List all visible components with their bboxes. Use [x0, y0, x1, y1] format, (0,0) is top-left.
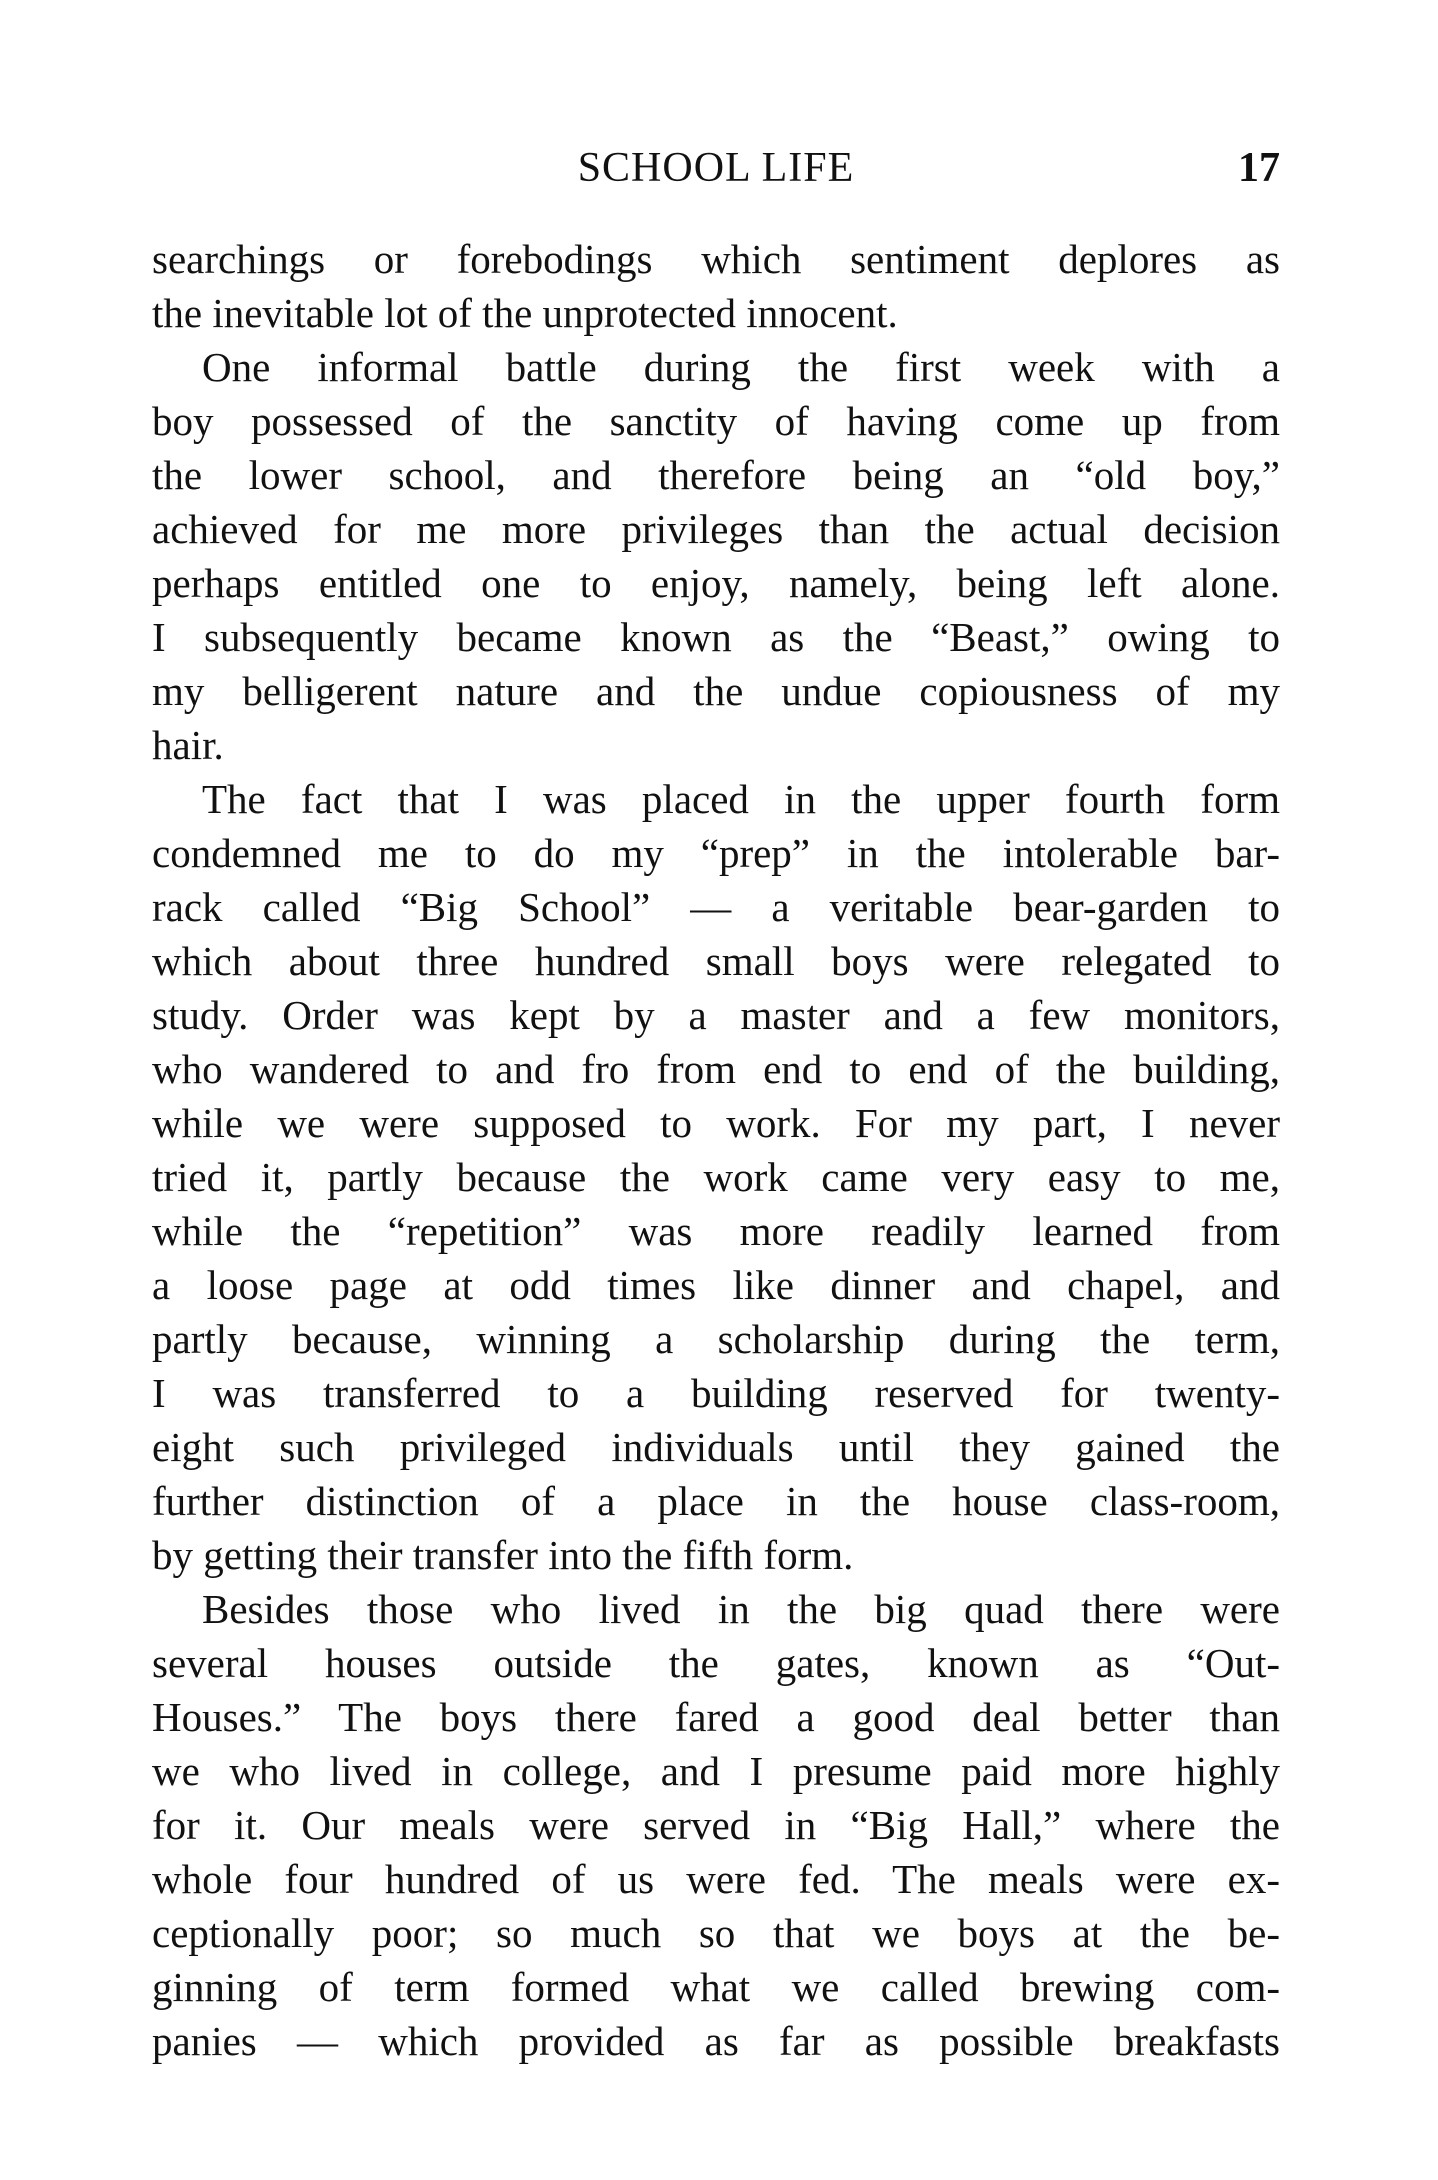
- text-line: whole four hundred of us were fed. The meals were ex-: [152, 1856, 1280, 1902]
- running-head: [152, 140, 1280, 196]
- text-line: further distinction of a place in the house class-room,: [152, 1478, 1280, 1524]
- text-line: partly because, winning a scholarship during the term,: [152, 1316, 1280, 1362]
- text-line: we who lived in college, and I presume paid more highly: [152, 1748, 1280, 1794]
- text-line: perhaps entitled one to enjoy, namely, being left alone.: [152, 560, 1280, 606]
- text-line: study. Order was kept by a master and a few monitors,: [152, 992, 1280, 1038]
- text-line: a loose page at odd times like dinner and chapel, and: [152, 1262, 1280, 1308]
- text-line: Houses.” The boys there fared a good deal better than: [152, 1694, 1280, 1740]
- text-line: my belligerent nature and the undue copiousness of my: [152, 668, 1280, 714]
- text-line: several houses outside the gates, known as “Out-: [152, 1640, 1280, 1686]
- text-line: boy possessed of the sanctity of having come up from: [152, 398, 1280, 444]
- body-text: [152, 232, 1280, 2068]
- text-line: ceptionally poor; so much so that we boys at the be-: [152, 1910, 1280, 1956]
- running-title: SCHOOL LIFE: [577, 145, 855, 191]
- text-line: while we were supposed to work. For my part, I never: [152, 1100, 1280, 1146]
- text-line: while the “repetition” was more readily learned from: [152, 1208, 1280, 1254]
- page-number: 17: [1238, 145, 1280, 191]
- text-line: which about three hundred small boys were relegated to: [152, 938, 1280, 984]
- text-line: for it. Our meals were served in “Big Hall,” where the: [152, 1802, 1280, 1848]
- text-line: searchings or forebodings which sentiment deplores as: [152, 236, 1280, 282]
- text-line: ginning of term formed what we called brewing com-: [152, 1964, 1280, 2010]
- text-line: who wandered to and fro from end to end of the building,: [152, 1046, 1280, 1092]
- text-line: condemned me to do my “prep” in the intolerable bar-: [152, 830, 1280, 876]
- text-line: the inevitable lot of the unprotected innocent.: [152, 290, 898, 336]
- text-line: hair.: [152, 722, 224, 768]
- text-line: One informal battle during the first week with a: [202, 344, 1280, 390]
- text-line: Besides those who lived in the big quad there were: [202, 1586, 1280, 1632]
- text-line: achieved for me more privileges than the actual decision: [152, 506, 1280, 552]
- text-line: tried it, partly because the work came very easy to me,: [152, 1154, 1280, 1200]
- text-line: eight such privileged individuals until they gained the: [152, 1424, 1280, 1470]
- text-line: panies — which provided as far as possible breakfasts: [152, 2018, 1280, 2064]
- text-line: I subsequently became known as the “Beast,” owing to: [152, 614, 1280, 660]
- text-line: by getting their transfer into the fifth form.: [152, 1532, 854, 1578]
- text-line: the lower school, and therefore being an “old boy,”: [152, 452, 1280, 498]
- text-line: The fact that I was placed in the upper fourth form: [202, 776, 1280, 822]
- text-line: I was transferred to a building reserved for twenty-: [152, 1370, 1280, 1416]
- text-line: rack called “Big School” — a veritable bear-garden to: [152, 884, 1280, 930]
